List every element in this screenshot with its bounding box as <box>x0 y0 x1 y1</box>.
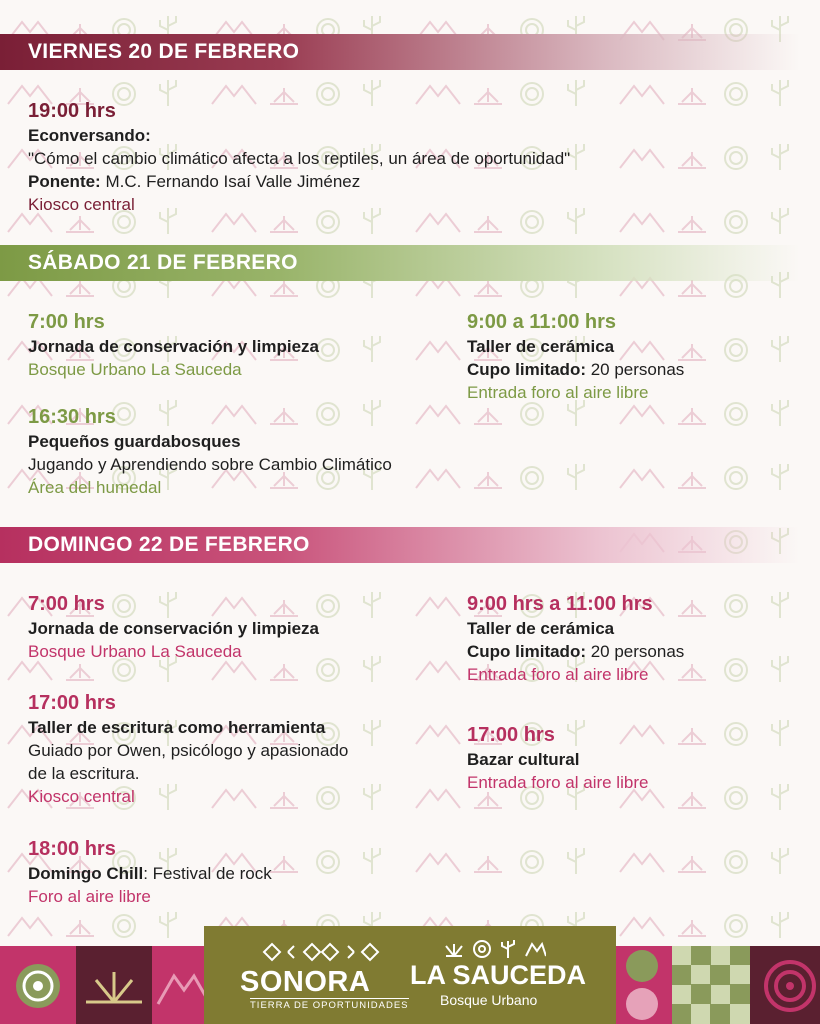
event-description-line1: Guiado por Owen, psicólogo y apasionado <box>28 741 349 760</box>
event-location: Entrada foro al aire libre <box>467 773 649 792</box>
mountain-icon <box>152 946 212 1024</box>
event-title: Econversando: <box>28 126 151 145</box>
saturday-header <box>0 245 800 281</box>
sunday-event-ceramics <box>467 591 684 686</box>
event-location: Bosque Urbano La Sauceda <box>28 642 242 661</box>
event-time: 9:00 hrs a 11:00 hrs <box>467 593 653 615</box>
event-title: Pequeños guardabosques <box>28 432 241 451</box>
speaker-name: M.C. Fernando Isaí Valle Jiménez <box>100 172 361 191</box>
event-title <box>28 862 272 885</box>
event-time: 7:00 hrs <box>28 311 105 333</box>
sonora-tagline: TIERRA DE OPORTUNIDADES <box>250 1000 409 1011</box>
event-time: 18:00 hrs <box>28 838 116 860</box>
event-title: Bazar cultural <box>467 750 580 769</box>
event-description-line2: de la escritura. <box>28 764 140 783</box>
diamond-pattern-icon <box>260 940 382 964</box>
event-location: Área del humedal <box>28 478 162 497</box>
saturday-event-ceramics <box>467 309 684 404</box>
event-description: Jugando y Aprendiendo sobre Cambio Climático <box>28 455 392 474</box>
spiral-icon <box>0 946 76 1024</box>
saturday-header-text: SÁBADO 21 DE FEBRERO <box>28 251 298 274</box>
checker-pattern-icon <box>672 946 750 1024</box>
friday-header-text: VIERNES 20 DE FEBRERO <box>28 40 300 63</box>
saturday-event-cleanup <box>28 309 319 381</box>
event-capacity <box>467 358 684 381</box>
event-title: Taller de escritura como herramienta <box>28 718 326 737</box>
mountain-icon <box>526 944 546 956</box>
event-time: 9:00 a 11:00 hrs <box>467 311 616 333</box>
capacity-value: 20 personas <box>585 642 685 661</box>
event-title: Taller de cerámica <box>467 337 615 356</box>
event-location: Kiosco central <box>28 195 135 214</box>
event-title-rest: : Festival de rock <box>143 864 272 883</box>
event-location: Entrada foro al aire libre <box>467 383 649 402</box>
agave-icon <box>446 944 462 956</box>
event-speaker <box>28 170 808 193</box>
sauceda-logo-text: LA SAUCEDA <box>410 960 587 990</box>
sauceda-icons <box>442 938 546 960</box>
event-location: Foro al aire libre <box>28 887 151 906</box>
footer-logo-box <box>204 926 616 1024</box>
speaker-label: Ponente: <box>28 172 101 191</box>
event-title: Jornada de conservación y limpieza <box>28 337 320 356</box>
event-time: 19:00 hrs <box>28 100 116 122</box>
sunday-event-bazaar <box>467 722 648 794</box>
sunday-event-rock <box>28 836 272 908</box>
cactus-icon <box>502 940 514 958</box>
friday-header <box>0 34 800 70</box>
sauceda-subtitle: Bosque Urbano <box>440 992 538 1008</box>
friday-event <box>28 98 808 216</box>
sunday-event-cleanup <box>28 591 319 663</box>
event-time: 16:30 hrs <box>28 406 116 428</box>
sunday-header-text: DOMINGO 22 DE FEBRERO <box>28 533 310 556</box>
capacity-value: 20 personas <box>585 360 685 379</box>
event-time: 17:00 hrs <box>467 724 555 746</box>
spiral-icon <box>750 946 820 1024</box>
capacity-label: Cupo limitado: <box>467 360 586 379</box>
event-location: Entrada foro al aire libre <box>467 665 649 684</box>
saturday-event-rangers <box>28 404 392 499</box>
event-time: 7:00 hrs <box>28 593 105 615</box>
event-capacity <box>467 640 684 663</box>
event-title: Jornada de conservación y limpieza <box>28 619 320 638</box>
event-location: Bosque Urbano La Sauceda <box>28 360 242 379</box>
spiral-icon <box>474 941 490 957</box>
event-quote: "Cómo el cambio climático afecta a los reptiles, un área de oportunidad" <box>28 149 571 168</box>
sunday-header <box>0 527 800 563</box>
sunday-event-writing <box>28 690 348 808</box>
event-title: Taller de cerámica <box>467 619 615 638</box>
circles-pattern-icon <box>612 946 672 1024</box>
event-title-bold: Domingo Chill <box>28 864 144 883</box>
agave-icon <box>76 946 152 1024</box>
capacity-label: Cupo limitado: <box>467 642 586 661</box>
event-time: 17:00 hrs <box>28 692 116 714</box>
sonora-logo-text: SONORA <box>240 966 371 998</box>
event-location: Kiosco central <box>28 787 135 806</box>
